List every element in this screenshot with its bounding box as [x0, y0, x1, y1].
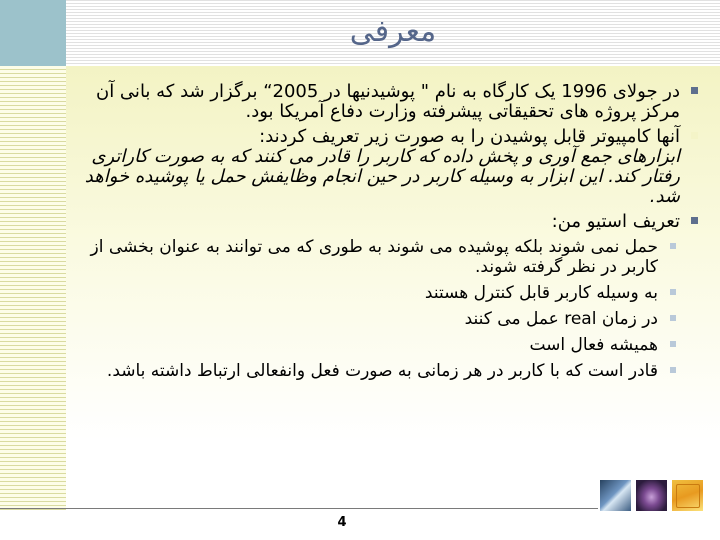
decorative-thumbnail-orange [672, 480, 703, 511]
decorative-thumbnail-purple [636, 480, 667, 511]
bullet-list [78, 82, 698, 387]
sub-bullet-text: قادر است که با کاربر در هر زمانی به صورت فعل وانفعالی ارتباط داشته باشد. [106, 361, 658, 381]
sub-bullet-item [78, 361, 676, 381]
sub-bullet-marker [670, 315, 676, 321]
sub-bullet-marker [670, 243, 676, 249]
page-number: 4 [337, 515, 347, 530]
sub-bullet-text: به وسیله کاربر قابل کنترل هستند [424, 283, 658, 303]
sub-bullet-item [78, 309, 676, 329]
sub-bullet-item [78, 335, 676, 355]
bullet-marker [691, 217, 698, 224]
left-grid-decoration [0, 0, 66, 510]
sub-bullet-text: همیشه فعال است [529, 335, 658, 355]
slide-title: معرفی [349, 14, 437, 49]
sub-bullet-marker [670, 367, 676, 373]
sub-bullet-item [78, 283, 676, 303]
sub-bullet-marker [670, 341, 676, 347]
bullet-item [78, 212, 698, 232]
bullet-marker [691, 87, 698, 94]
sub-bullet-text: حمل نمی شوند بلکه پوشیده می شوند به طوری که می توانند به عنوان بخشی از کاربر در نظر گرفته شوند. [90, 237, 658, 277]
bullet-text: آنها کامپیوتر قابل پوشیدن را به صورت زیر تعریف کردند: [259, 126, 680, 147]
bullet-text: در جولای 1996 یک کارگاه به نام " پوشیدنیها در 2005“ برگزار شد که بانی آن مرکز پروژه های تحقیقاتی پیشرفته وزارت دفاع آمریکا بود. [95, 81, 680, 122]
bullet-item [78, 82, 698, 122]
decorative-thumbnail-blue [600, 480, 631, 511]
bullet-text: تعریف استیو من: [551, 211, 680, 232]
bullet-marker [691, 132, 698, 139]
sub-bullet-text: در زمان real عمل می کنند [464, 309, 658, 329]
bullet-definition-text: ابزارهای جمع آوری و پخش داده که کاربر را قادر می کنند که به صورت کاراتری رفتار کند. این ابزار به وسیله کاربر در حین انجام وظایفش حمل یا پوشیده خواهد شد. [84, 146, 680, 207]
bullet-item [78, 127, 698, 207]
corner-accent-block [0, 0, 66, 66]
sub-bullet-marker [670, 289, 676, 295]
sub-bullet-item [78, 237, 676, 277]
footer-divider [0, 508, 598, 509]
